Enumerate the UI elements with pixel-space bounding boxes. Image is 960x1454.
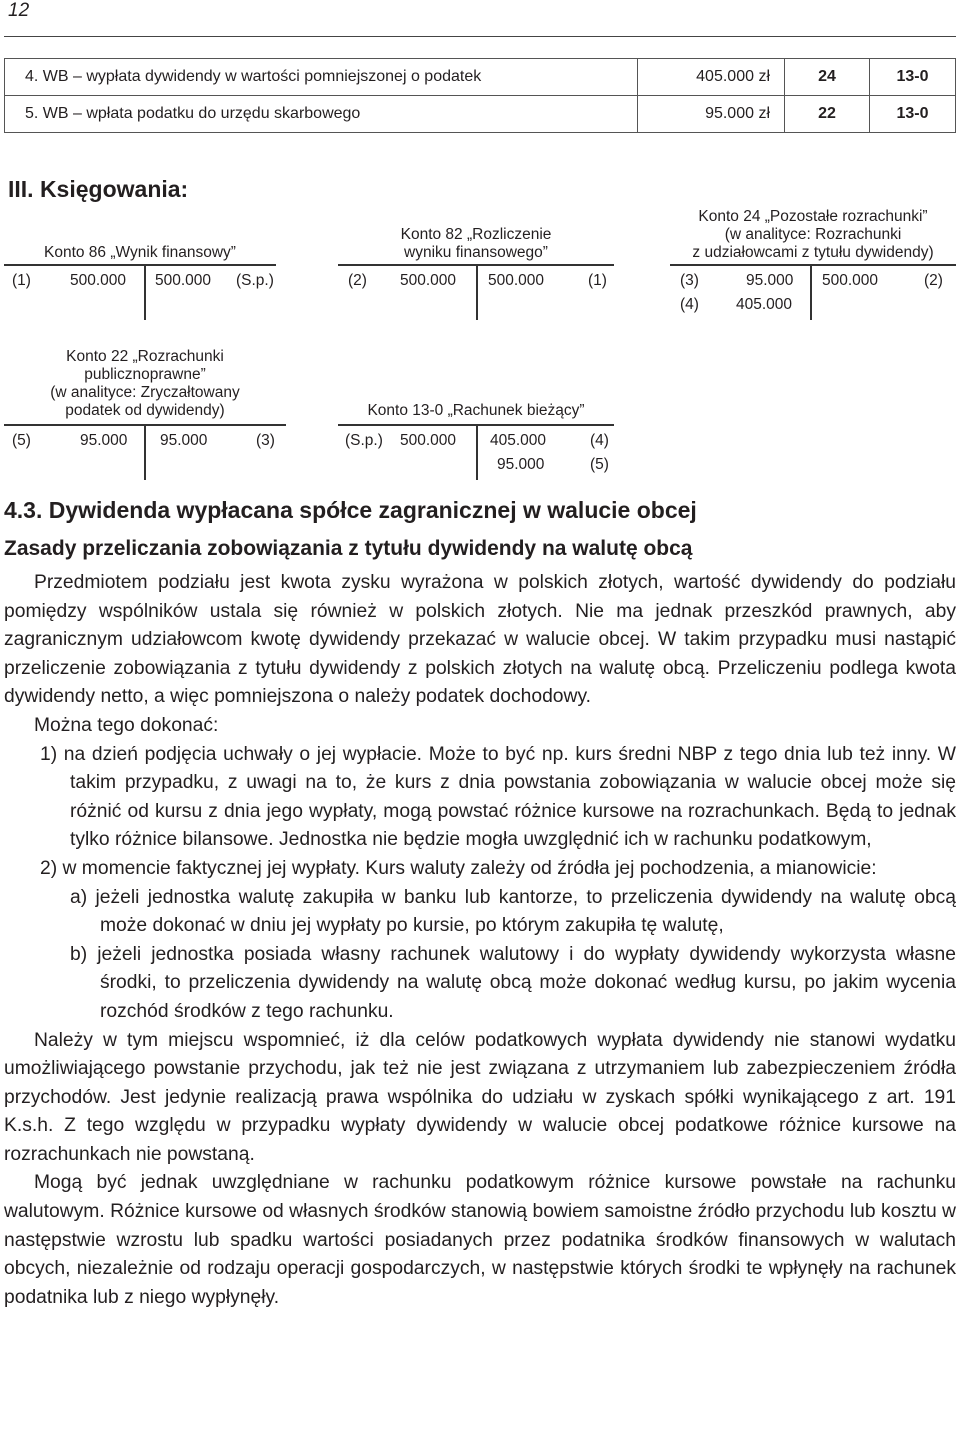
account-86-title: Konto 86 „Wynik finansowy”: [44, 244, 236, 261]
entry-ref: (4): [680, 296, 699, 313]
entry-amount: 500.000: [488, 272, 545, 289]
entry-ref: (4): [590, 432, 609, 449]
entry-amount: 405.000: [490, 432, 547, 449]
paragraph: Przedmiotem podziału jest kwota zysku wyrażona w polskich złotych, wartość dywidendy do podziału pomiędzy wspólników ustala się również w polskich złotych. Nie ma jednak przeszkód prawnych, aby zagranicznym udziałowcom kwotę dywidendy przekazać w walucie obcej. W takim przypadku musi nastąpić przeliczenie zobowiązania z tytułu dywidendy z polskich złotych na walutę obcą. Przeliczeniu podlega kwota dywidendy netto, a więc pomniejszona o należy podatek dochodowy.: [4, 572, 956, 708]
section-heading: 4.3. Dywidenda wypłacana spółce zagranicznej w walucie obcej: [4, 497, 697, 523]
operation-description: 4. WB – wypłata dywidendy w wartości pomniejszonej o podatek: [5, 59, 638, 96]
entry-ref: (2): [924, 272, 943, 289]
entry-amount: 95.000: [497, 456, 545, 473]
operation-debit: 24: [785, 59, 870, 96]
t-account-22-divider: [144, 424, 146, 480]
operation-description: 5. WB – wpłata podatku do urzędu skarbowego: [5, 96, 638, 133]
t-account-24-rule: [670, 264, 956, 266]
entry-ref: (1): [588, 272, 607, 289]
account-22-title: Konto 22 „Rozrachunki publicznoprawne” (w analityce: Zryczałtowany podatek od dywidendy): [50, 348, 240, 419]
entry-amount: 500.000: [400, 272, 457, 289]
t-account-24-divider: [810, 264, 812, 320]
entry-ref: (5): [590, 456, 609, 473]
entry-amount: 95.000: [160, 432, 208, 449]
entry-amount: 500.000: [400, 432, 457, 449]
header-rule: [4, 36, 956, 37]
entry-amount: 405.000: [736, 296, 793, 313]
table-row: [5, 59, 956, 96]
section-subheading: Zasady przeliczania zobowiązania z tytułu dywidendy na walutę obcą: [4, 537, 693, 560]
entry-ref: (3): [256, 432, 275, 449]
operation-amount: 95.000 zł: [638, 96, 785, 133]
list-item: 1) na dzień podjęcia uchwały o jej wypłacie. Może to być np. kurs średni NBP z tego dnia lub też inny. W takim przypadku, z uwagi na to, że kurs z dnia powstania zobowiązania w walucie obcej może się różnić od kursu z dnia jego wypłaty, mogą powstać różnice kursowe na rozrachunkach. Będą to jednak tylko różnice bilansowe. Jednostka nie będzie mogła uwzględnić ich w rachunku podatkowym,: [40, 743, 956, 851]
operation-credit: 13-0: [870, 59, 956, 96]
paragraph: Można tego dokonać:: [34, 714, 219, 736]
entry-ref: (1): [12, 272, 31, 289]
entry-ref: (5): [12, 432, 31, 449]
t-account-82-divider: [476, 264, 478, 320]
table-row: [5, 96, 956, 133]
account-82-title: Konto 82 „Rozliczenie wyniku finansowego”: [400, 226, 552, 261]
entry-amount: 500.000: [822, 272, 879, 289]
list-item: a) jeżeli jednostka walutę zakupiła w banku lub kantorze, to przeliczenia dywidendy na walutę obcą może dokonać w dniu jej wypłaty po kursie, po którym zakupiła tę walutę,: [70, 886, 956, 937]
entry-ref: (S.p.): [236, 272, 274, 289]
entry-amount: 95.000: [80, 432, 128, 449]
entry-ref: (2): [348, 272, 367, 289]
entry-ref: (3): [680, 272, 699, 289]
t-account-13-divider: [476, 424, 478, 480]
section-title: III. Księgowania:: [8, 176, 189, 202]
paragraph: Mogą być jednak uwzględniane w rachunku podatkowym różnice kursowe powstałe na rachunku walutowym. Różnice kursowe od własnych środków stanowią bowiem samoistne źródło przychodu lub kosztu w następstwie wzrostu lub spadku wartości posiadanych przez podatnika środków finansowych w walutach obcych, niezależnie od rodzaju operacji gospodarczych, w następstwie których środki te wpłynęły na rachunek podatnika lub z niego wypłynęły.: [4, 1172, 956, 1308]
page-number: 12: [8, 0, 30, 21]
body-text: [4, 569, 956, 1312]
account-13-title: Konto 13-0 „Rachunek bieżący”: [367, 402, 585, 419]
account-24-title: Konto 24 „Pozostałe rozrachunki” (w analityce: Rozrachunki z udziałowcami z tytułu dywidendy): [692, 208, 934, 261]
operations-table: [4, 58, 956, 133]
operation-debit: 22: [785, 96, 870, 133]
list-item: 2) w momencie faktycznej jej wypłaty. Kurs waluty zależy od źródła jej pochodzenia, a mianowicie:: [40, 857, 877, 879]
list-item: b) jeżeli jednostka posiada własny rachunek walutowy i do wypłaty dywidendy wykorzysta własne środki, to przeliczenia dywidendy na walutę obcą może dokonać według kursu, po jakim wycenia rozchód środków z tego rachunku.: [70, 943, 956, 1022]
t-account-86-divider: [144, 264, 146, 320]
t-account-86-rule: [4, 264, 276, 266]
entry-amount: 500.000: [70, 272, 127, 289]
entry-amount: 95.000: [746, 272, 794, 289]
paragraph: Należy w tym miejscu wspomnieć, iż dla celów podatkowych wypłata dywidendy nie stanowi wydatku umożliwiającego powstanie przychodu, jak też nie jest związana z utrzymaniem lub zabezpieczeniem źródła przychodów. Jest jedynie realizacją prawa wspólnika do udziału w zyskach spółki wynikającego z art. 191 K.s.h. Z tego względu w przypadku wypłaty dywidendy w walucie obcej podatkowe różnice kursowe na rozrachunkach nie powstaną.: [4, 1029, 956, 1165]
entry-amount: 500.000: [155, 272, 212, 289]
operation-amount: 405.000 zł: [638, 59, 785, 96]
operation-credit: 13-0: [870, 96, 956, 133]
entry-ref: (S.p.): [345, 432, 383, 449]
